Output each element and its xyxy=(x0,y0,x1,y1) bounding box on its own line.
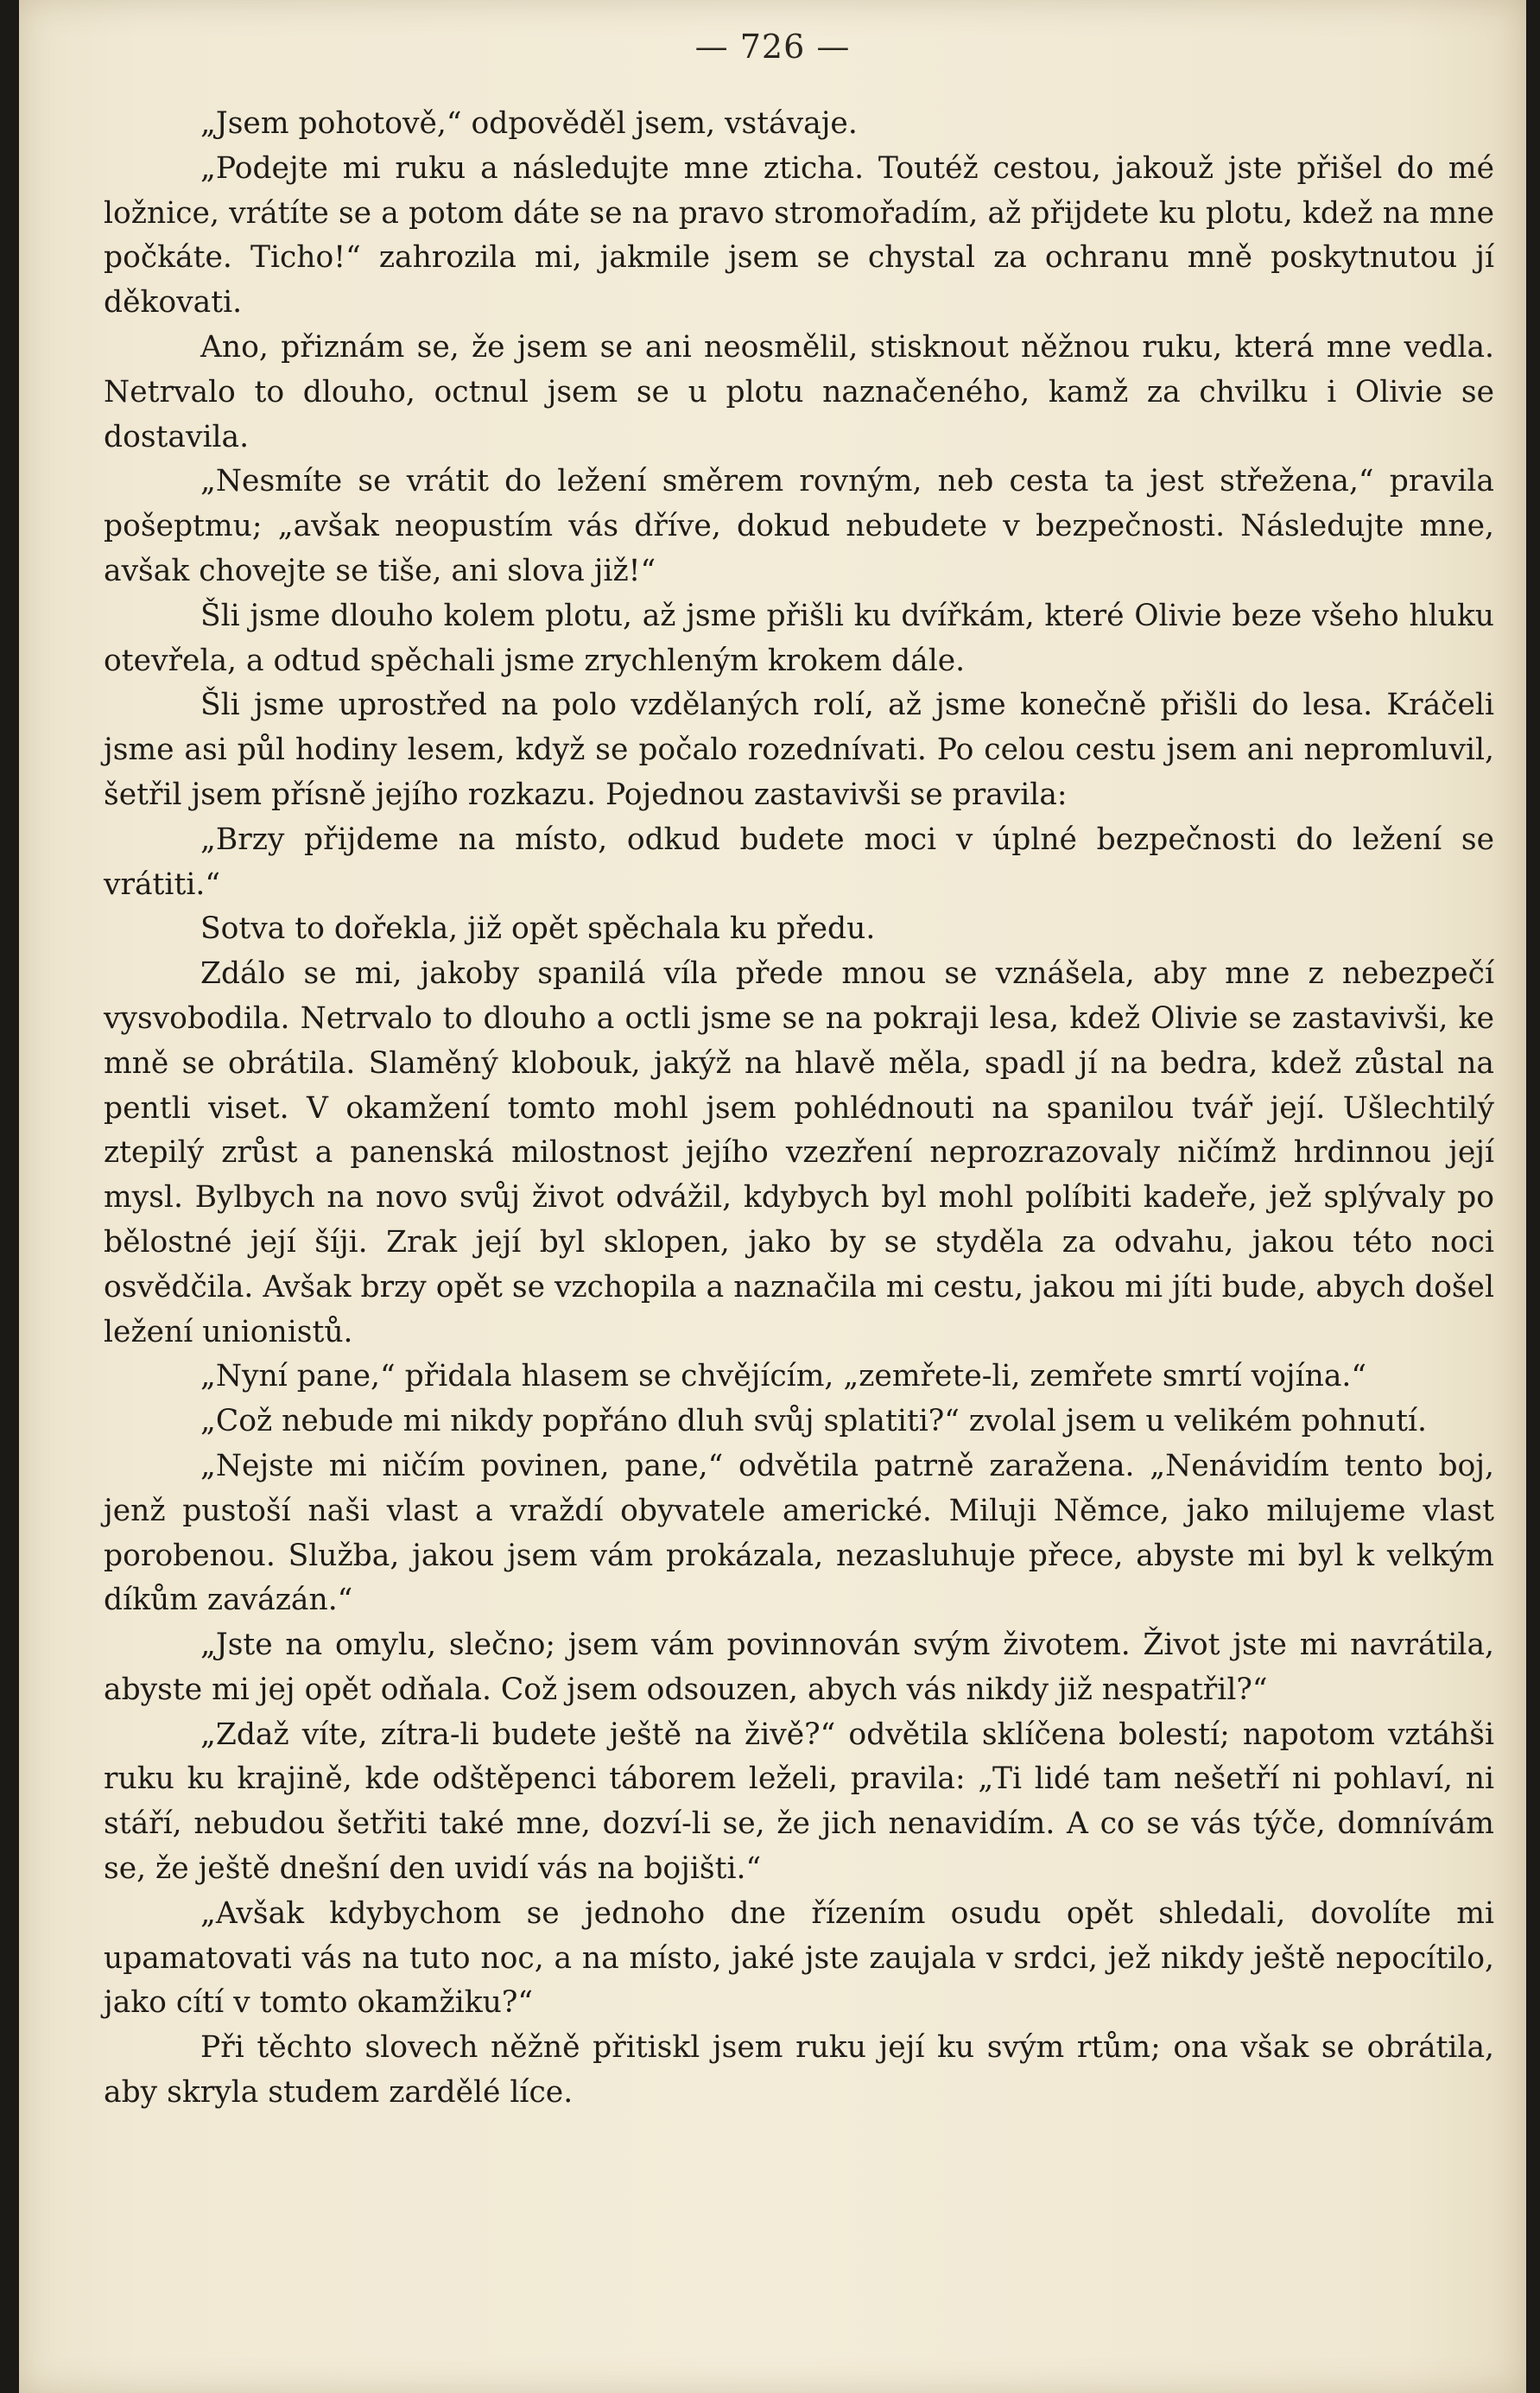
paragraph-8: Sotva to dořekla, již opět spěchala ku předu. xyxy=(200,911,876,947)
paragraph-4: „Nesmíte se vrátit do ležení směrem rovným, neb cesta ta jest střežena,“ pravila pošeptmu; „avšak neopustím vás dříve, dokud nebudete v bezpečnosti. Následujte mne, avšak chovejte se tiše, ani slova již!“ xyxy=(104,464,1494,588)
paragraph-1: „Jsem pohotově,“ odpověděl jsem, vstávaje. xyxy=(200,106,858,141)
body-text xyxy=(104,102,1494,2116)
paragraph-5: Šli jsme dlouho kolem plotu, až jsme přišli ku dvířkám, které Olivie beze všeho hluku otevřela, a odtud spěchali jsme zrychleným krokem dále. xyxy=(104,598,1494,678)
paragraph-11: „Což nebude mi nikdy popřáno dluh svůj splatiti?“ zvolal jsem u velikém pohnutí. xyxy=(200,1404,1427,1439)
page-number: — 726 — xyxy=(694,28,851,66)
paragraph-3: Ano, přiznám se, že jsem se ani neosmělil, stisknout něžnou ruku, která mne vedla. Netrvalo to dlouho, octnul jsem se u plotu naznačeného, kamž za chvilku i Olivie se dostavila. xyxy=(104,329,1494,454)
paragraph-9: Zdálo se mi, jakoby spanilá víla přede mnou se vznášela, aby mne z nebezpečí vysvobodila. Netrvalo to dlouho a octli jsme se na pokraji lesa, kdež Olivie se zastavivši, ke mně se obrátila. Slaměný klobouk, jakýž na hlavě měla, spadl jí na bedra, kdež zůstal na pentli viset. V okamžení tomto mohl jsem pohlédnouti na spanilou tvář její. Ušlechtilý ztepilý zrůst a panenská milostnost jejího vzezření neprozrazovaly ničímž hrdinnou její mysl. Bylbych na novo svůj život odvážil, kdybych byl mohl políbiti kadeře, jež splývaly po bělostné její šíji. Zrak její byl sklopen, jako by se styděla za odvahu, jakou této noci osvědčila. Avšak brzy opět se vzchopila a naznačila mi cestu, jakou mi jíti bude, abych došel ležení unionistů. xyxy=(104,956,1494,1349)
paragraph-10: „Nyní pane,“ přidala hlasem se chvějícím, „zemřete-li, zemřete smrtí vojína.“ xyxy=(200,1359,1367,1394)
paragraph-7: „Brzy přijdeme na místo, odkud budete moci v úplné bezpečnosti do ležení se vrátiti.“ xyxy=(104,822,1494,902)
paragraph-16: Při těchto slovech něžně přitiskl jsem ruku její ku svým rtům; ona však se obrátila, aby skryla studem zardělé líce. xyxy=(104,2030,1494,2111)
paragraph-14: „Zdaž víte, zítra-li budete ještě na živě?“ odvětila sklíčena bolestí; napotom vztáhši ruku ku krajině, kde odštěpenci táborem leželi, pravila: „Ti lidé tam nešetří ni pohlaví, ni stáří, nebudou šetřiti také mne, dozví-li se, že jich nenavidím. A co se vás týče, domnívám se, že ještě dnešní den uvidí vás na bojišti.“ xyxy=(104,1717,1494,1887)
book-page xyxy=(19,0,1526,2393)
paragraph-13: „Jste na omylu, slečno; jsem vám povinnován svým životem. Život jste mi navrátila, abyste mi jej opět odňala. Což jsem odsouzen, abych vás nikdy již nespatřil?“ xyxy=(104,1628,1494,1707)
paragraph-12: „Nejste mi ničím povinen, pane,“ odvětila patrně zaražena. „Nenávidím tento boj, jenž pustoší naši vlast a vraždí obyvatele americké. Miluji Němce, jako milujeme vlast porobenou. Služba, jakou jsem vám prokázala, nezasluhuje přece, abyste mi byl k velkým díkům zavázán.“ xyxy=(104,1448,1494,1618)
paragraph-6: Šli jsme uprostřed na polo vzdělaných rolí, až jsme konečně přišli do lesa. Kráčeli jsme asi půl hodiny lesem, když se počalo rozednívati. Po celou cestu jsem ani nepromluvil, šetřil jsem přísně jejího rozkazu. Pojednou zastavivši se pravila: xyxy=(104,688,1494,812)
paragraph-2: „Podejte mi ruku a následujte mne zticha. Toutéž cestou, jakouž jste přišel do mé ložnice, vrátíte se a potom dáte se na pravo stromořadím, až přijdete ku plotu, kdež na mne počkáte. Ticho!“ zahrozila mi, jakmile jsem se chystal za ochranu mně poskytnutou jí děkovati. xyxy=(104,150,1494,321)
paragraph-15: „Avšak kdybychom se jednoho dne řízením osudu opět shledali, dovolíte mi upamatovati vás na tuto noc, a na místo, jaké jste zaujala v srdci, jež nikdy ještě nepocítilo, jako cítí v tomto okamžiku?“ xyxy=(104,1895,1494,2021)
